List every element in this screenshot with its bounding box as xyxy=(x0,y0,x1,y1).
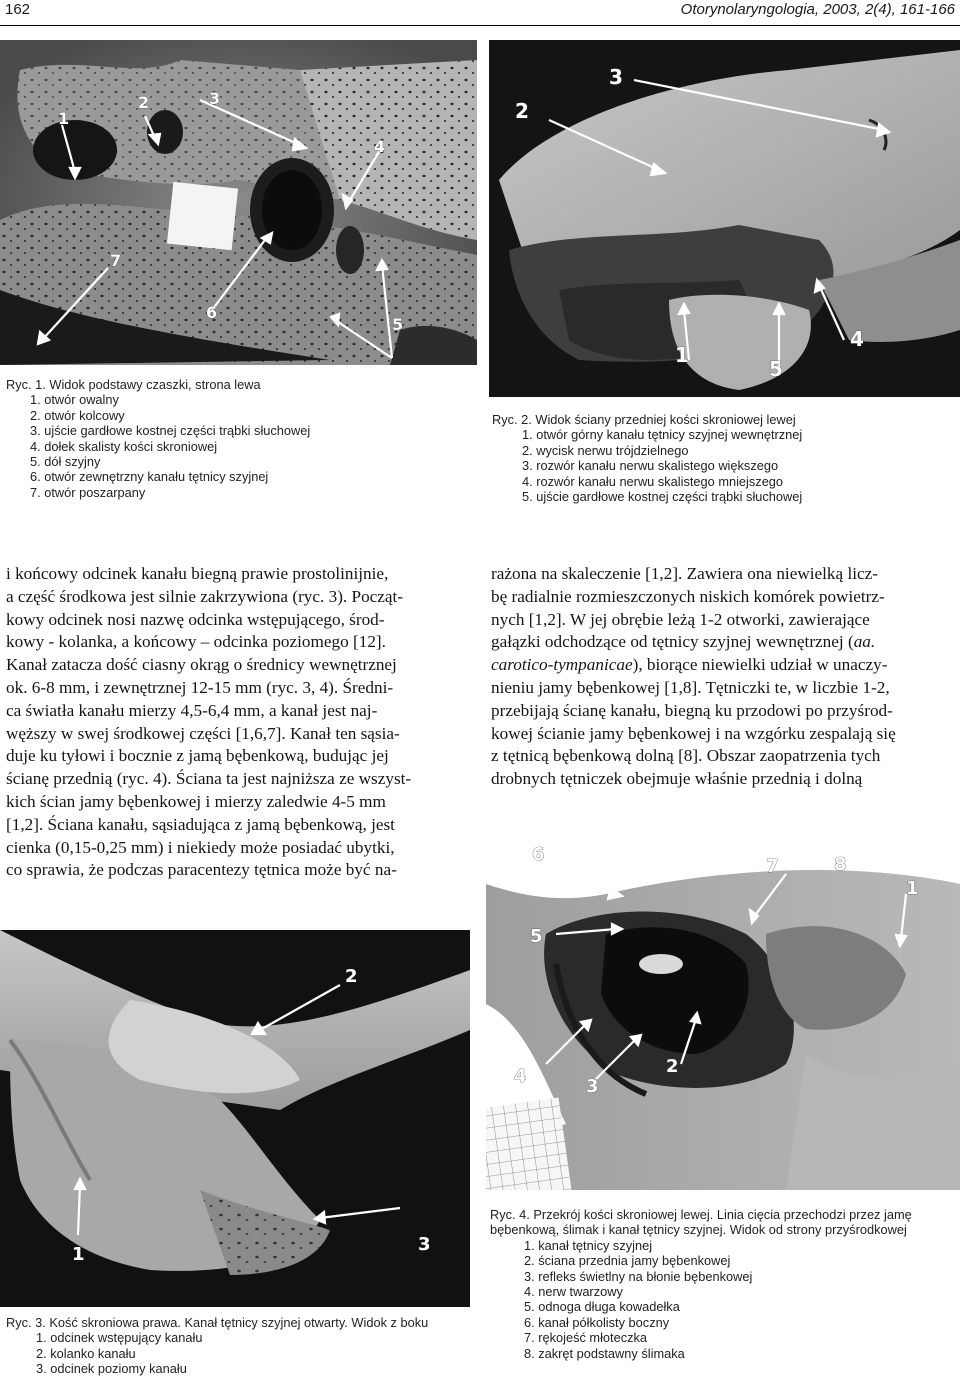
fig1-label-7: 7 xyxy=(110,251,122,270)
legend-item: 2. ściana przednia jamy bębenkowej xyxy=(524,1253,731,1269)
figure-3-legend xyxy=(6,1330,476,1376)
legend-item: 5. odnoga długa kowadełka xyxy=(524,1299,680,1315)
figure-3-caption xyxy=(6,1315,476,1377)
legend-item: 7. rękojeść młoteczka xyxy=(524,1330,648,1346)
legend-item: 3. rozwór kanału nerwu skalistego większego xyxy=(522,458,779,474)
fig1-label-1: 1 xyxy=(58,109,70,128)
figure-4-photo xyxy=(486,824,960,1190)
figure-3-caption-title: Ryc. 3. Kość skroniowa prawa. Kanał tętnicy szyjnej otwarty. Widok z boku xyxy=(6,1315,429,1330)
body-line: a część środkowa jest silnie zakrzywiona (ryc. 3). Począt- xyxy=(6,586,404,606)
journal-citation: Otorynolaryngologia, 2003, 2(4), 161-166 xyxy=(680,1,955,18)
body-line-text: ), biorące niewielki udział w unaczy- xyxy=(632,655,888,675)
figure-2-photo xyxy=(489,40,960,397)
body-line: ok. 6-8 mm, i zewnętrznej 12-15 mm (ryc. 3, 4). Średni- xyxy=(6,677,394,697)
fig1-label-2: 2 xyxy=(138,93,150,112)
legend-item: 4. dołek skalisty kości skroniowej xyxy=(30,438,218,454)
fig1-label-5: 5 xyxy=(392,315,404,334)
fig3-label-2: 2 xyxy=(345,966,358,987)
figure-2-caption xyxy=(492,412,957,504)
figure-4-caption-title-cont: bębenkową, ślimak i kanał tętnicy szyjnej. Widok od strony przyśrodkowej xyxy=(490,1222,907,1238)
legend-item: 1. odcinek wstępujący kanału xyxy=(36,1330,203,1346)
figure-1-photo xyxy=(0,40,477,365)
latin-term: aa. xyxy=(853,632,876,652)
figure-4-caption xyxy=(490,1207,960,1361)
fig2-label-4: 4 xyxy=(850,327,864,351)
body-line: kowy odcinek nosi nazwę odcinka wstępującego, środ- xyxy=(6,609,385,629)
body-line: cienka (0,15-0,25 mm) i niekiedy może posiadać ubytki, xyxy=(6,837,395,857)
figure-1-caption xyxy=(6,377,476,500)
legend-item: 6. kanał półkolisty boczny xyxy=(524,1314,670,1330)
figure-1-caption-title: Ryc. 1. Widok podstawy czaszki, strona lewa xyxy=(6,377,261,392)
body-line: [1,2]. Ściana kanału, sąsiadująca z jamą bębenkową, jest xyxy=(6,814,395,834)
body-line: nych [1,2]. W jej obrębie leżą 1-2 otworki, zawierające xyxy=(491,609,870,629)
body-line: drobnych tętniczek obejmuje właśnie przednią i dolną xyxy=(491,769,863,789)
legend-item: 8. zakręt podstawny ślimaka xyxy=(524,1345,685,1361)
legend-item: 3. odcinek poziomy kanału xyxy=(36,1361,187,1377)
legend-item: 5. ujście gardłowe kostnej części trąbki słuchowej xyxy=(522,489,803,505)
fig1-label-4: 4 xyxy=(374,137,386,156)
fig4-label-5: 5 xyxy=(530,926,543,947)
figure-4-caption-title: Ryc. 4. Przekrój kości skroniowej lewej. Linia cięcia przechodzi przez jamę xyxy=(490,1207,912,1222)
legend-item: 1. kanał tętnicy szyjnej xyxy=(524,1237,653,1253)
body-line: kowej ścianie jamy bębenkowej i na wzgórku zespalają się xyxy=(491,723,896,743)
body-line: węższy w swej środkowej części [1,6,7]. Kanał ten sąsia- xyxy=(6,723,400,743)
legend-item: 2. kolanko kanału xyxy=(36,1345,136,1361)
running-header xyxy=(0,0,960,26)
body-line: z tętnicą bębenkową dolną [8]. Obszar zaopatrzenia tych xyxy=(491,746,881,766)
legend-item: 2. otwór kolcowy xyxy=(30,407,125,423)
figure-2-caption-title: Ryc. 2. Widok ściany przedniej kości skroniowej lewej xyxy=(492,412,796,427)
body-line xyxy=(491,654,957,677)
body-text-right xyxy=(491,563,957,791)
body-line: ścianę przednią (ryc. 4). Ściana ta jest najniższa ze wszyst- xyxy=(6,769,412,789)
figure-2-legend xyxy=(492,427,957,504)
figure-1-legend xyxy=(6,392,476,500)
page-number: 162 xyxy=(5,1,31,18)
fig4-label-8: 8 xyxy=(834,854,847,875)
fig2-label-2: 2 xyxy=(515,99,529,123)
legend-item: 7. otwór poszarpany xyxy=(30,484,146,500)
fig2-label-5: 5 xyxy=(769,357,783,381)
body-line: kich ścian jamy bębenkowej i mierzy zaledwie 4-5 mm xyxy=(6,791,386,811)
body-text-left xyxy=(6,563,470,882)
body-line-text: gałązki odchodzące od tętnicy szyjnej wewnętrznej ( xyxy=(491,632,854,652)
body-line: co sprawia, że podczas paracentezy tętnica może być na- xyxy=(6,860,397,880)
legend-item: 4. rozwór kanału nerwu skalistego mniejszego xyxy=(522,473,784,489)
fig2-label-1: 1 xyxy=(675,343,689,367)
fig4-label-4: 4 xyxy=(514,1066,527,1087)
legend-item: 2. wycisk nerwu trójdzielnego xyxy=(522,442,689,458)
fig4-label-6: 6 xyxy=(532,844,545,865)
legend-item: 3. refleks świetlny na błonie bębenkowej xyxy=(524,1268,753,1284)
body-line: bę radialnie rozmieszczonych niskich komórek powietrz- xyxy=(491,586,885,606)
latin-term: carotico-tympanicae xyxy=(491,655,633,675)
fig1-label-6: 6 xyxy=(206,303,218,322)
body-line: ca światła kanału mierzy 4,5-6,4 mm, a kanał jest naj- xyxy=(6,700,378,720)
body-line: przebijają ścianę kanału, biegną ku przodowi po przyśrod- xyxy=(491,700,893,720)
legend-item: 1. otwór owalny xyxy=(30,392,119,408)
fig2-label-3: 3 xyxy=(609,65,623,89)
legend-item: 5. dół szyjny xyxy=(30,454,101,470)
figure-3-photo xyxy=(0,930,470,1307)
fig4-label-3: 3 xyxy=(586,1076,599,1097)
fig3-label-1: 1 xyxy=(72,1244,85,1265)
figure-4-legend xyxy=(490,1238,960,1361)
body-line: nieniu jamy bębenkowej [1,8]. Tętniczki te, w liczbie 1-2, xyxy=(491,677,890,697)
fig4-label-1: 1 xyxy=(906,878,919,899)
body-line: rażona na skaleczenie [1,2]. Zawiera ona niewielką licz- xyxy=(491,564,878,583)
fig4-label-2: 2 xyxy=(666,1056,679,1077)
legend-item: 4. nerw twarzowy xyxy=(524,1284,623,1300)
fig1-label-3: 3 xyxy=(209,89,221,108)
legend-item: 6. otwór zewnętrzny kanału tętnicy szyjnej xyxy=(30,469,269,485)
body-line: Kanał zatacza dość ciasny okrąg o średnicy wewnętrznej xyxy=(6,655,397,675)
body-line: kowy - kolanka, a końcowy – odcinka poziomego [12]. xyxy=(6,632,386,652)
body-line: duje ku tyłowi i bocznie z jamą bębenkową, budując jej xyxy=(6,746,389,766)
legend-item: 1. otwór górny kanału tętnicy szyjnej wewnętrznej xyxy=(522,427,803,443)
legend-item: 3. ujście gardłowe kostnej części trąbki słuchowej xyxy=(30,423,311,439)
body-line: i końcowy odcinek kanału biegną prawie prostolinijnie, xyxy=(6,564,389,583)
fig3-label-3: 3 xyxy=(418,1234,431,1255)
body-line xyxy=(491,631,957,654)
fig4-label-7: 7 xyxy=(766,856,779,877)
